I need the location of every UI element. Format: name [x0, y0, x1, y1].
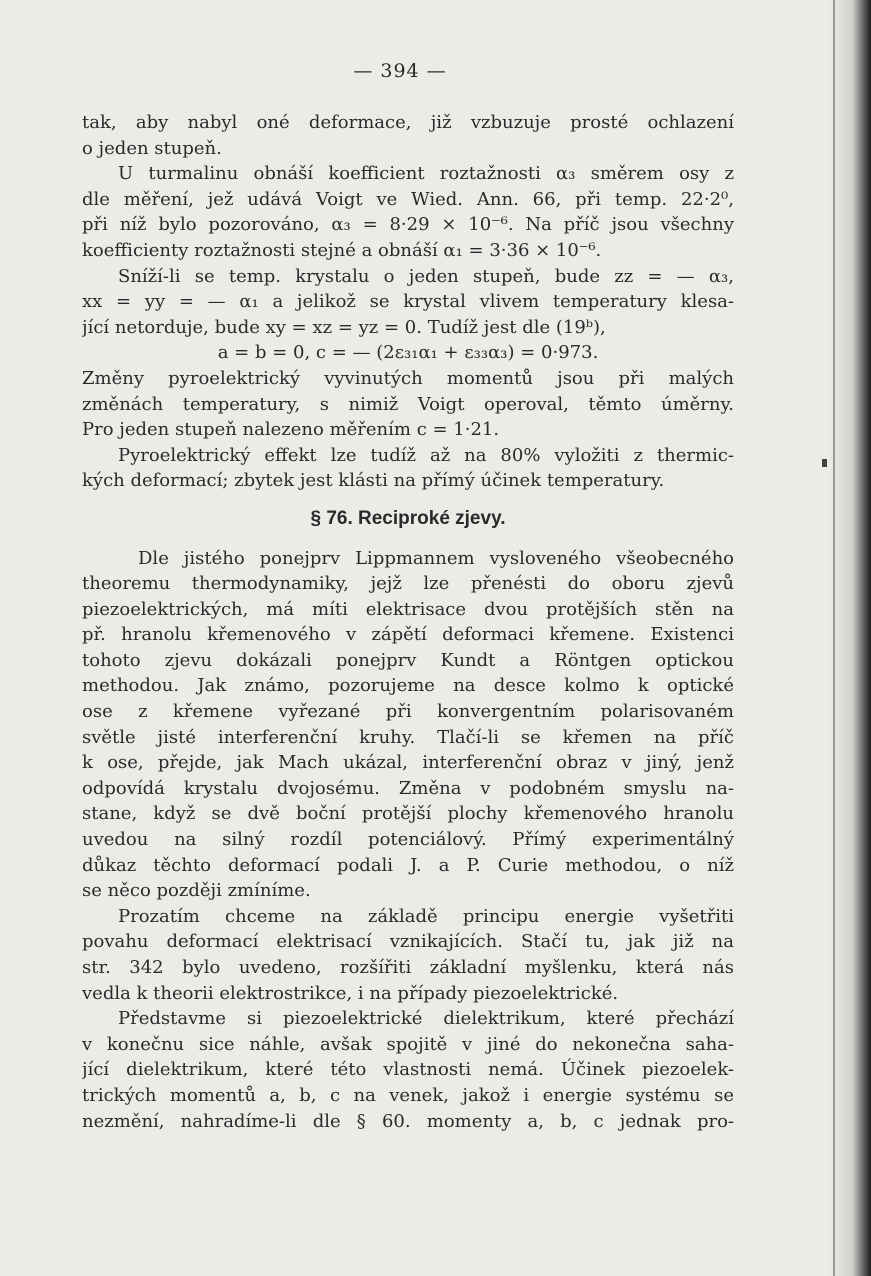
text-line: Dle jistého ponejprv Lippmannem vysloveného všeobecného [138, 547, 734, 569]
text-line: o jeden stupeň. [82, 137, 222, 159]
text-line: důkaz těchto deformací podali J. a P. Curie methodou, o níž [82, 854, 734, 876]
paragraph [82, 904, 734, 1006]
section-heading-row [82, 506, 734, 532]
text-line: při níž bylo pozorováno, α₃ = 8·29 × 10⁻⁶. Na příč jsou všechny [82, 214, 734, 236]
text-line: kých deformací; zbytek jest klásti na přímý účinek temperatury. [82, 470, 665, 492]
text-line: k ose, přejde, jak Mach ukázal, interferenční obraz v jiný, jenž [82, 752, 734, 774]
paragraph [82, 161, 734, 263]
text-line: Změny pyroelektrický vyvinutých momentů jsou při malých [82, 367, 734, 389]
text-line: odpovídá krystalu dvojosému. Změna v podobném smyslu na- [82, 777, 734, 799]
binding-shadow [829, 0, 871, 1276]
paragraph [82, 110, 734, 161]
text-line: piezoelektrických, má míti elektrisace dvou protějších stěn na [82, 598, 734, 620]
text-line: str. 342 bylo uvedeno, rozšířiti základní myšlenku, která nás [82, 957, 734, 978]
text-line: stane, když se dvě boční protější plochy křemenového hranolu [82, 803, 734, 825]
margin-mark [822, 459, 827, 467]
text-line: xx = yy = — α₁ a jelikož se krystal vlivem temperatury klesa- [82, 291, 734, 313]
text-line: Pyroelektrický effekt lze tudíž až na 80% vyložiti z thermic- [118, 444, 734, 466]
text-line: ose z křemene vyřezané při konvergentním polarisovaném [82, 701, 734, 723]
text-line: světle jisté interferenční kruhy. Tlačí-li se křemen na příč [82, 726, 734, 748]
page-text [82, 110, 734, 1134]
text-line: Prozatím chceme na základě principu energie vyšetřiti [118, 905, 734, 927]
paragraph [82, 1006, 734, 1134]
paragraph [82, 546, 734, 904]
text-line: U turmalinu obnáší koefficient roztažnosti α₃ směrem osy z [118, 163, 734, 185]
text-line: nezmění, nahradíme-li dle § 60. momenty a, b, c jednak pro- [82, 1110, 734, 1132]
text-line: uvedou na silný rozdíl potenciálový. Přímý experimentálný [82, 829, 734, 851]
paragraph [82, 443, 734, 494]
text-line: Pro jeden stupeň nalezeno měřením c = 1·21. [82, 419, 500, 441]
text-line: v konečnu sice náhle, avšak spojitě v jiné do nekonečna saha- [82, 1033, 734, 1055]
text-line: trických momentů a, b, c na venek, jakož i energie systému se [82, 1084, 734, 1106]
formula [82, 340, 734, 366]
formula-line: a = b = 0, c = — (2ε₃₁α₁ + ε₃₃α₃) = 0·973. [217, 342, 599, 364]
text-line: Sníží-li se temp. krystalu o jeden stupeň, bude zz = — α₃, [118, 265, 734, 287]
text-line: vedla k theorii elektrostrikce, i na případy piezoelektrické. [82, 982, 619, 1004]
text-line: jící dielektrikum, které této vlastnosti nemá. Účinek piezoelek- [82, 1059, 734, 1081]
text-line: tohoto zjevu dokázali ponejprv Kundt a Röntgen optickou [82, 649, 734, 671]
text-line: tak, aby nabyl oné deformace, již vzbuzuje prosté ochlazení [82, 112, 734, 133]
text-line: povahu deformací elektrisací vznikajících. Stačí tu, jak již na [82, 931, 734, 953]
text-line: koefficienty roztažnosti stejné a obnáší α₁ = 3·36 × 10⁻⁶. [82, 239, 602, 261]
text-line: př. hranolu křemenového v zápětí deformaci křemene. Existenci [82, 624, 734, 646]
text-line: Představme si piezoelektrické dielektrikum, které přechází [118, 1008, 734, 1030]
text-line: se něco později zmíníme. [82, 880, 311, 902]
paragraph [82, 264, 734, 341]
section-title: § 76. Reciproké zjevy. [310, 507, 506, 529]
text-line: jící netorduje, bude xy = xz = yz = 0. Tudíž jest dle (19ᵇ), [82, 316, 606, 338]
text-line: změnách temperatury, s nimiž Voigt operoval, těmto úměrny. [82, 393, 734, 415]
paragraph [82, 366, 734, 443]
page-number: — 394 — [353, 60, 447, 82]
text-line: methodou. Jak známo, pozorujeme na desce kolmo k optické [82, 675, 734, 697]
text-line: theoremu thermodynamiky, jejž lze přenésti do oboru zjevů [82, 573, 734, 595]
text-line: dle měření, jež udává Voigt ve Wied. Ann. 66, při temp. 22·2⁰, [82, 188, 734, 210]
